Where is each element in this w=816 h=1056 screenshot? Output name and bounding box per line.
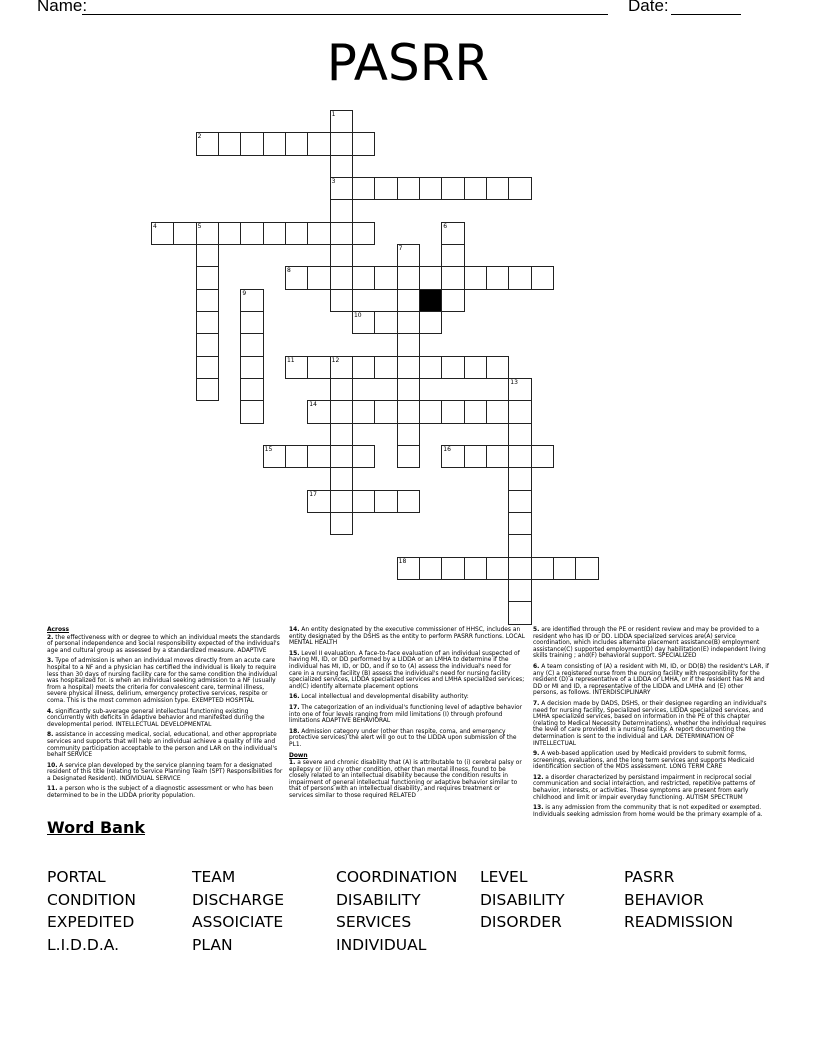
word-bank-item: COORDINATION bbox=[336, 868, 458, 886]
grid-cell[interactable] bbox=[307, 490, 331, 514]
clue-number-label: 17. bbox=[289, 704, 300, 711]
grid-cell[interactable] bbox=[464, 266, 488, 290]
clue-number-label: 1. bbox=[289, 760, 296, 767]
grid-cell[interactable] bbox=[419, 356, 443, 380]
grid-cell[interactable] bbox=[374, 356, 398, 380]
grid-cell[interactable] bbox=[352, 311, 376, 335]
grid-cell[interactable] bbox=[196, 356, 220, 380]
grid-cell[interactable] bbox=[173, 222, 197, 246]
grid-cell[interactable] bbox=[464, 445, 488, 469]
grid-cell[interactable] bbox=[531, 445, 555, 469]
grid-cell[interactable] bbox=[307, 132, 331, 156]
grid-cell[interactable] bbox=[419, 266, 443, 290]
grid-cell[interactable] bbox=[330, 423, 354, 447]
word-bank-item: INDIVIDUAL bbox=[336, 936, 427, 954]
grid-cell[interactable] bbox=[374, 177, 398, 201]
grid-cell[interactable] bbox=[330, 110, 354, 134]
grid-cell[interactable] bbox=[330, 289, 354, 313]
clue-text: assistance in accessing medical, social, educational, and other appropriate services and supports that will help an individual achieve a quality of life and community participation acceptable to the person and LAR on the individual's behalf SERVICE bbox=[47, 732, 278, 759]
grid-cell[interactable] bbox=[240, 222, 264, 246]
grid-cell[interactable] bbox=[508, 534, 532, 558]
clue-number-label: 6. bbox=[533, 663, 540, 670]
date-field[interactable] bbox=[671, 14, 741, 15]
grid-cell[interactable] bbox=[441, 244, 465, 268]
grid-cell[interactable] bbox=[330, 445, 354, 469]
clue bbox=[533, 664, 769, 697]
clue-text: are identified through the PE or resident review and may be provided to a resident who has ID or DD. LIDDA specialized services are(A) service coordination, which includes alternate placement assistance(B) employment assistance(C) supported employment(D) day habilitation(E) independent living skills training ; and(F) behavioral support. SPECIALIZED bbox=[533, 627, 766, 660]
word-bank-item: DISCHARGE bbox=[192, 891, 285, 909]
grid-cell[interactable] bbox=[397, 557, 421, 581]
grid-cell[interactable] bbox=[441, 177, 465, 201]
grid-cell[interactable] bbox=[464, 177, 488, 201]
clue-number: 13 bbox=[510, 378, 518, 386]
clue-number: 2 bbox=[197, 133, 202, 141]
clue-number-label: 10. bbox=[47, 762, 58, 769]
grid-cell[interactable] bbox=[441, 356, 465, 380]
grid-cell[interactable] bbox=[508, 579, 532, 603]
grid-cell[interactable] bbox=[352, 177, 376, 201]
clue-number: 6 bbox=[443, 222, 448, 230]
word-bank-item: CONDITION bbox=[47, 891, 136, 909]
grid-cell[interactable] bbox=[486, 266, 510, 290]
clue-number-label: 15. bbox=[289, 650, 300, 657]
clue-text: is any admission from the community that is not expedited or exempted. Individuals seeking admission from home would be the primary example of a. bbox=[533, 805, 763, 818]
clue bbox=[533, 775, 769, 801]
word-bank-item: LEVEL bbox=[480, 868, 528, 886]
grid-cell[interactable] bbox=[196, 244, 220, 268]
grid-cell[interactable] bbox=[196, 378, 220, 402]
clue-number-label: 18. bbox=[289, 728, 300, 735]
grid-cell[interactable] bbox=[196, 222, 220, 246]
page-title: PASRR bbox=[326, 34, 490, 92]
grid-cell[interactable] bbox=[196, 333, 220, 357]
clue-text: Type of admission is when an individual moves directly from an acute care hospital to a NF and a physician has certified the individual is likely to require less than 30 days of nursing facility care for the same condition the individual was hospitalized for. is when an individual seeking admission to a NF (usually from a hospital) meets the criteria for convalescent care, terminal illness, severe physical illness, delirium, emergency protective services, respite or coma. This is the most common admission type. EXEMPTED HOSPITAL bbox=[47, 658, 277, 704]
grid-cell[interactable] bbox=[508, 378, 532, 402]
across-heading: Across bbox=[47, 627, 70, 633]
grid-cell[interactable] bbox=[531, 266, 555, 290]
clue bbox=[47, 658, 283, 704]
grid-cell[interactable] bbox=[330, 155, 354, 179]
down-heading: Down bbox=[289, 752, 308, 759]
clue-text: the effectiveness with or degree to which an individual meets the standards of personal independence and social responsibility expected of the individual's age and cultural group as assessed by a standardized measure. ADAPTIVE bbox=[47, 634, 280, 654]
clue-text: Local intellectual and developmental disability authority: bbox=[299, 694, 469, 701]
word-bank-item: L.I.D.D.A. bbox=[47, 936, 120, 954]
clue-number: 1 bbox=[331, 111, 336, 118]
word-bank-item: EXPEDITED bbox=[47, 913, 135, 931]
grid-cell[interactable] bbox=[397, 378, 421, 402]
clue-number: 14 bbox=[309, 401, 317, 409]
grid-cell[interactable] bbox=[330, 199, 354, 223]
word-bank-item: PLAN bbox=[192, 936, 233, 954]
grid-cell[interactable] bbox=[151, 222, 175, 246]
grid-cell[interactable] bbox=[441, 557, 465, 581]
clue-number: 12 bbox=[331, 356, 340, 364]
grid-cell[interactable] bbox=[352, 400, 376, 424]
grid-cell[interactable] bbox=[263, 132, 287, 156]
grid-cell[interactable] bbox=[240, 400, 264, 424]
grid-cell[interactable] bbox=[330, 467, 354, 491]
grid-cell[interactable] bbox=[531, 557, 555, 581]
grid-cell[interactable] bbox=[307, 222, 331, 246]
grid-cell[interactable] bbox=[240, 289, 264, 313]
clues-column-2 bbox=[289, 627, 525, 804]
grid-cell[interactable] bbox=[508, 266, 532, 290]
clue-number-label: 14. bbox=[289, 627, 300, 633]
clue-text: An entity designated by the executive commissioner of HHSC, includes an entity designated by the DSHS as the entity to perform PASRR functions. LOCAL MENTAL HEALTH bbox=[289, 627, 525, 647]
clue-number-label: 12. bbox=[533, 774, 544, 781]
grid-cell[interactable] bbox=[285, 132, 309, 156]
grid-cell[interactable] bbox=[307, 356, 331, 380]
clue bbox=[47, 709, 283, 729]
grid-cell[interactable] bbox=[419, 177, 443, 201]
grid-cell[interactable] bbox=[553, 557, 577, 581]
grid-cell[interactable] bbox=[397, 311, 421, 335]
grid-cell[interactable] bbox=[352, 490, 376, 514]
word-bank-item: PASRR bbox=[624, 868, 675, 886]
clue bbox=[47, 786, 283, 799]
grid-cell[interactable] bbox=[240, 356, 264, 380]
clue bbox=[289, 729, 525, 749]
clue-number-label: 8. bbox=[47, 732, 54, 739]
clue-number: 8 bbox=[286, 267, 291, 275]
grid-cell[interactable] bbox=[240, 378, 264, 402]
grid-cell[interactable] bbox=[508, 445, 532, 469]
grid-cell[interactable] bbox=[285, 445, 309, 469]
grid-cell[interactable] bbox=[486, 177, 510, 201]
grid-cell[interactable] bbox=[374, 266, 398, 290]
grid-cell[interactable] bbox=[196, 289, 220, 313]
clue bbox=[289, 694, 525, 701]
clue-number: 10 bbox=[353, 311, 362, 319]
grid-cell[interactable] bbox=[330, 512, 354, 536]
grid-cell[interactable] bbox=[486, 356, 510, 380]
clue-number: 9 bbox=[242, 289, 247, 297]
grid-cell[interactable] bbox=[307, 400, 331, 424]
grid-cell[interactable] bbox=[330, 356, 354, 380]
clue-text: A decision made by DADS, DSHS, or their designee regarding an individual's need for nursing facility, Specialized services, LIDDA specialized services, and LMHA specialized services, based on information in the PE of this chapter (relating to Medical Necessity Determinations), whether the individual requires the level of care provided in a nursing facility. A report documenting the determination is sent to the individual and LAR. DETERMINATION OF INTELLECTUAL bbox=[533, 700, 767, 747]
grid-cell[interactable] bbox=[352, 222, 376, 246]
grid-cell[interactable] bbox=[285, 222, 309, 246]
grid-cell[interactable] bbox=[397, 333, 421, 357]
grid-cell[interactable] bbox=[397, 445, 421, 469]
grid-cell[interactable] bbox=[374, 490, 398, 514]
grid-cell[interactable] bbox=[441, 400, 465, 424]
grid-cell[interactable] bbox=[419, 311, 443, 335]
grid-cell[interactable] bbox=[330, 177, 354, 201]
grid-cell[interactable] bbox=[397, 177, 421, 201]
grid-cell[interactable] bbox=[374, 311, 398, 335]
word-bank-item: SERVICES bbox=[336, 913, 412, 931]
grid-cell[interactable] bbox=[508, 512, 532, 536]
clue-text: The categorization of an individual's functioning level of adaptive behavior into one of four levels ranging from mild limitations (I) through profound limitations ADAPTIVE BEHAVIORAL bbox=[289, 704, 523, 725]
grid-cell[interactable] bbox=[441, 289, 465, 313]
clue-text: A web-based application used by Medicaid providers to submit forms, screenings, evaluations, and the long term services and supports Medicaid identification section of the MDS assessment. LONG TERM CARE bbox=[533, 751, 755, 771]
grid-cell[interactable] bbox=[285, 356, 309, 380]
grid-cell[interactable] bbox=[397, 289, 421, 313]
grid-cell[interactable] bbox=[441, 222, 465, 246]
clue-number: 5 bbox=[197, 222, 202, 230]
word-bank-title: Word Bank bbox=[47, 818, 146, 837]
clue-number: 4 bbox=[153, 222, 157, 230]
grid-cell[interactable] bbox=[441, 445, 465, 469]
clue-number: 16 bbox=[443, 445, 451, 453]
clue-text: a person who is the subject of a diagnostic assessment or who has been determined to be in the LIDDA priority population. bbox=[47, 786, 274, 800]
grid-cell[interactable] bbox=[330, 132, 354, 156]
grid-cell[interactable] bbox=[397, 423, 421, 447]
clue bbox=[289, 627, 525, 647]
clues-column-1 bbox=[47, 627, 283, 804]
grid-cell[interactable] bbox=[330, 400, 354, 424]
clue-number-label: 9. bbox=[533, 751, 540, 758]
grid-cell[interactable] bbox=[263, 222, 287, 246]
grid-cell[interactable] bbox=[419, 557, 443, 581]
grid-cell[interactable] bbox=[330, 244, 354, 268]
grid-cell[interactable] bbox=[508, 490, 532, 514]
grid-cell[interactable] bbox=[508, 400, 532, 424]
grid-cell[interactable] bbox=[196, 132, 220, 156]
clue bbox=[47, 635, 283, 655]
clue-number-label: 4. bbox=[47, 708, 54, 715]
grid-cell[interactable] bbox=[486, 400, 510, 424]
clue-text: A team consisting of (A) a resident with MI, ID, or DD(B) the resident's LAR, if any (C) a registered nurse from the nursing facility with responsibility for the resident (D) a representative of a LIDDA or LMHA, or if the resident has MI and DD or MI and ID, a representative of the LIDDA and LMHA and (E) other persons, as follows. INTERDISCIPLINARY bbox=[533, 663, 769, 697]
clue-number-label: 7. bbox=[533, 700, 540, 707]
grid-cell[interactable] bbox=[352, 266, 376, 290]
grid-cell[interactable] bbox=[307, 445, 331, 469]
grid-cell[interactable] bbox=[218, 132, 242, 156]
grid-cell[interactable] bbox=[285, 266, 309, 290]
grid-cell[interactable] bbox=[419, 400, 443, 424]
word-bank-item: BEHAVIOR bbox=[624, 891, 704, 909]
word-bank-item: DISABILITY bbox=[336, 891, 421, 909]
name-label: Name: bbox=[37, 0, 88, 15]
grid-cell[interactable] bbox=[218, 222, 242, 246]
clue bbox=[533, 805, 769, 818]
clue bbox=[533, 627, 769, 660]
clue-number-label: 13. bbox=[533, 805, 544, 812]
grid-cell[interactable] bbox=[508, 557, 532, 581]
clue bbox=[289, 651, 525, 691]
word-bank-item: ASSOICIATE bbox=[192, 913, 284, 931]
clue-text: A service plan developed by the service planning team for a designated resident of this title (relating to Service Planning Team (SPT) Responsibilities for a Designated Resident). INDIVIDUAL SERVICE bbox=[47, 762, 283, 782]
grid-cell[interactable] bbox=[240, 311, 264, 335]
clue-number-label: 2. bbox=[47, 634, 54, 641]
grid-cell[interactable] bbox=[508, 177, 532, 201]
grid-cell[interactable] bbox=[508, 423, 532, 447]
grid-cell[interactable] bbox=[263, 445, 287, 469]
grid-cell[interactable] bbox=[486, 445, 510, 469]
clue bbox=[289, 760, 525, 800]
grid-cell[interactable] bbox=[240, 333, 264, 357]
date-label: Date: bbox=[628, 0, 669, 15]
word-bank-item: READMISSION bbox=[624, 913, 734, 931]
grid-cell[interactable] bbox=[196, 266, 220, 290]
grid-cell[interactable] bbox=[397, 356, 421, 380]
black-cell bbox=[419, 289, 443, 313]
grid-cell[interactable] bbox=[374, 400, 398, 424]
grid-cell[interactable] bbox=[330, 266, 354, 290]
clue bbox=[289, 705, 525, 725]
clue-text: a disorder characterized by persistand impairment in reciprocal social communication and social interaction, and restricted, repetitive patterns of behavior, interests, or activities. These symptoms are present from early childhood and limit or impair everyday functioning. AUTISM SPECTRUM bbox=[533, 774, 756, 801]
clue-number-label: 3. bbox=[47, 658, 54, 665]
clue-text: significantly sub-average general intellectual functioning existing concurrently with deficits in adaptive behavior and manifested during the developmental period. INTELLECTUAL DEVELOPMENTAL bbox=[47, 708, 265, 728]
grid-cell[interactable] bbox=[508, 601, 532, 625]
word-bank-item: TEAM bbox=[192, 868, 236, 886]
grid-cell[interactable] bbox=[575, 557, 599, 581]
grid-cell[interactable] bbox=[464, 356, 488, 380]
grid-cell[interactable] bbox=[508, 467, 532, 491]
grid-cell[interactable] bbox=[352, 445, 376, 469]
grid-cell[interactable] bbox=[464, 400, 488, 424]
clue-number: 18 bbox=[398, 557, 407, 565]
grid-cell[interactable] bbox=[330, 222, 354, 246]
clue-number-label: 11. bbox=[47, 786, 58, 793]
grid-cell[interactable] bbox=[352, 356, 376, 380]
clue-text: a severe and chronic disability that (A) is attributable to (i) cerebral palsy or epilepsy or (ii) any other condition, other than mental illness, found to be closely related to an intellectual disability because the condition results in impairment of general intellectual functioning or adaptive behavior similar to that of persons with an intellectual disability, and requires treatment or services similar to those required RELATED bbox=[289, 760, 522, 800]
clue bbox=[47, 732, 283, 758]
grid-cell[interactable] bbox=[330, 490, 354, 514]
grid-cell[interactable] bbox=[330, 378, 354, 402]
grid-cell[interactable] bbox=[397, 266, 421, 290]
clue bbox=[47, 763, 283, 783]
grid-cell[interactable] bbox=[397, 400, 421, 424]
grid-cell[interactable] bbox=[196, 311, 220, 335]
clue-number-label: 5. bbox=[533, 627, 540, 633]
name-field[interactable] bbox=[82, 14, 608, 15]
word-bank-item: DISORDER bbox=[480, 913, 562, 931]
clue-number: 11 bbox=[286, 356, 295, 364]
grid-cell[interactable] bbox=[397, 490, 421, 514]
grid-cell[interactable] bbox=[486, 557, 510, 581]
clues-column-3 bbox=[533, 627, 769, 822]
clue bbox=[533, 701, 769, 747]
clue-text: Level II evaluation. A face-to-face evaluation of an individual suspected of having MI, ID, or DD performed by a LIDDA or an LMHA to determine if the individual has MI, ID, or DD, and if so to (A) assess the individual's need for care in a nursing facility (B) assess the individual's need for nursing facility specialized services, LIDDA specialized services and LMHA specialized services; and(C) identify alternate placement options bbox=[289, 650, 525, 690]
clue-text: Admission category under (other than respite, coma, and emergency protective services) the alert will go out to the LIDDA upon submission of the PL1. bbox=[289, 728, 517, 748]
clue-number-label: 16. bbox=[289, 694, 300, 701]
grid-cell[interactable] bbox=[352, 132, 376, 156]
grid-cell[interactable] bbox=[441, 266, 465, 290]
word-bank-item: PORTAL bbox=[47, 868, 106, 886]
clue bbox=[533, 751, 769, 771]
clue-number: 15 bbox=[264, 445, 273, 453]
clue-number: 7 bbox=[398, 244, 403, 252]
grid-cell[interactable] bbox=[464, 557, 488, 581]
clue-number: 17 bbox=[309, 490, 317, 498]
grid-cell[interactable] bbox=[240, 132, 264, 156]
grid-cell[interactable] bbox=[307, 266, 331, 290]
clue-number: 3 bbox=[331, 177, 336, 185]
grid-cell[interactable] bbox=[397, 244, 421, 268]
word-bank-item: DISABILITY bbox=[480, 891, 565, 909]
